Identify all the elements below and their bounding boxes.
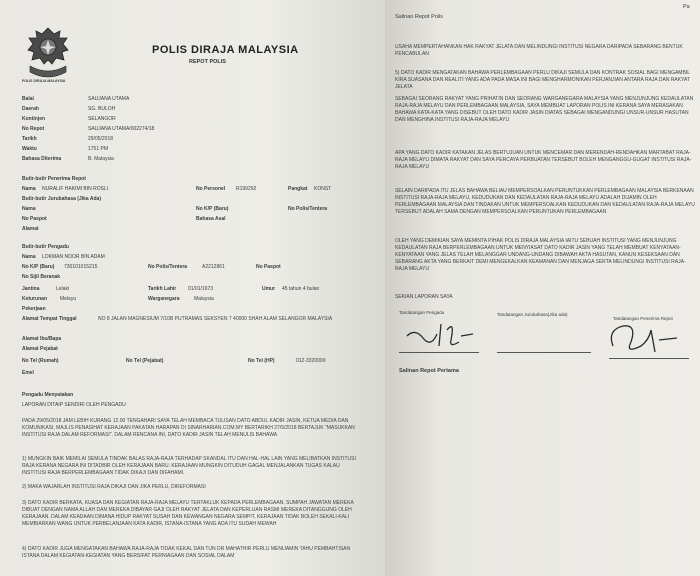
detail-value: 1751 PM [88, 146, 109, 152]
statement-closing: SEKIAN LAPORAN SAYA [395, 294, 453, 300]
field-label: No Paspot [22, 216, 47, 222]
field-value: NO 8 JALAN MAGNESIUM 7/10B PUTRAMAS SEKSYEN 7 40000 SHAH ALAM SELANGOR MALAYSIA [98, 316, 333, 322]
section-heading: Butir-butir Penerima Repot [22, 176, 86, 182]
field-label: Alamat Ibu/Bapa [22, 336, 62, 342]
field-label: No Polis/Tentera [148, 264, 188, 270]
field-label: No Polis/Tentera [288, 206, 328, 212]
field-value: NURALIF HAKIMI BIN ROSLI [42, 186, 109, 192]
field-value: R199292 [236, 186, 257, 192]
detail-value: SG. BULOH [88, 106, 116, 112]
statement-paragraph: APA YANG DATO KADIR KATAKAN JELAS BERTUJUAN UNTUK MENCEMAR DAN MERENDAH-RENDAHKAN MARTABAT RAJA-RAJA MELAYU DIMATA RAKYAT DAN SAYA PERCAYA PERBUATAN TERSEBUT BOLEH MENGANGGU-GUGAT INSTITUSI RAJA-RAJA MELAYU [395, 150, 692, 170]
field-label: No Paspot [256, 264, 281, 270]
field-label: Alamat Pejabat [22, 346, 58, 352]
footer-label: Salinan Repot Pertama [399, 368, 459, 374]
statement-paragraph: USAHA MEMPERTAHANKAN HAK RAKYAT JELATA DAN MELINDUNGI INSTITUSI NEGARA DARIPADA SEBARANG BENTUK PENCABULAN [395, 44, 683, 57]
signature-line [399, 352, 479, 353]
field-label: Emel [22, 370, 34, 376]
detail-value: SELANGOR [88, 116, 116, 122]
signature-label: Tandatangan Jurubahasa(Jika ada) [497, 312, 568, 317]
field-value: LOKMAN NOOR BIN ADAM [42, 254, 105, 260]
field-label: Tarikh Lahir [148, 286, 177, 292]
detail-value: B. Malaysia [88, 156, 114, 162]
field-label: No Tel (HP) [248, 358, 275, 364]
detail-label: Waktu [22, 146, 37, 152]
section-heading: Butir-butir Jurubahasa (Jika Ada) [22, 196, 101, 202]
section-heading: Butir-butir Pengadu [22, 244, 69, 250]
field-label: Alamat Tempat Tinggal [22, 316, 77, 322]
complainant-signature-icon [403, 316, 483, 352]
field-label: Nama [22, 206, 36, 212]
detail-label: Balai [22, 96, 34, 102]
field-value: 012-3320000 [296, 358, 326, 364]
detail-value: 29/05/2018 [88, 136, 114, 142]
statement-paragraph: 4) DATO KADIR JUGA MENGATAKAN BAHAWA RAJA-RAJA TIDAK KEKAL DAN TUN DR MAHATHIR PERLU MENIJAMIN TAHU PEMBAHTISAN ISTANA DALAM KEGIATAN-KEGIATAN YANG BERSIFAT PERNIAGAAN DAN SOSIAL DALAM [22, 546, 351, 559]
field-label: Nama [22, 186, 36, 192]
field-label: Pangkat [288, 186, 308, 192]
detail-label: No Repot [22, 126, 45, 132]
detail-label: Kontinjen [22, 116, 46, 122]
statement-intro: LAPORAN DITAIP SENDIRI OLEH PENGADU [22, 402, 126, 408]
field-value: Lelaki [56, 286, 70, 292]
field-label: No Tel (Rumah) [22, 358, 59, 364]
page-number: Pa [683, 4, 690, 10]
field-label: No Personel [196, 186, 226, 192]
field-label: Alamat [22, 226, 39, 232]
statement-paragraph: PADA 29/05/2018 JAM LEBIH KURANG 12.00 TENGAHARI SAYA TELAH MEMBACA TULISAN DATO ABDUL KADIR JASIN, KETUA MEDIA DAN KOMUNIKASI, MAJLIS PENASIHAT KERAJAAN PAKATAN HARAPAN DI SINARHARIAN.COM.MY BERTARIKH 27/5/2018 BERTAJUK "MASUKKAN INSTITUSI RAJA DALAM REFORMASI". DALAM RENCANA INI, DATO KADIR JASIN TELAH MENULIS BAHAWA [22, 418, 355, 438]
statement-paragraph: OLEH YANG DEMIKIAN SAYA MEMINTA PIHAK POLIS DIRAJA MALAYSIA IAITU SEBUAH INSTITUSI YANG MENJUNJUNG KEDAULATAN RAJA BERPERLEMBAGAAN UNTUK MENYIASAT DATO KADIR JASIN YANG TELAH MEMBUAT KENYATAAN-KENYATAAN YANG JELAS TELAH MELANGGAR UNDANG-UNDANG DIBAWAH AKTA HASUTAN, KANUN KESEKSAAN DAN SEBARANG AKTA YANG BERKAIT DEMI MENGEKALKAN KEAMANAN DAN MENJAGA SERTA MELINDUNGI INSTITUSI RAJA-RAJA MELAYU [395, 238, 686, 272]
statement-paragraph: 2) MAKA WAJARLAH INSTITUSI RAJA DIKAJI DAN JIKA PERLU, DIREFORMASI [22, 484, 206, 490]
field-value: 45 tahun 4 bulan [282, 286, 320, 292]
field-label: Jantina [22, 286, 40, 292]
detail-value: SAUJANA UTAMA [88, 96, 130, 102]
crest-motto: POLIS DIRAJA MALAYSIA [22, 79, 66, 83]
field-value: Melayu [60, 296, 77, 302]
field-label: No Tel (Pejabat) [126, 358, 164, 364]
field-label: Pekerjaan [22, 306, 46, 312]
field-value: Malaysia [194, 296, 214, 302]
pdrm-crest-icon [24, 26, 72, 84]
field-label: Umur [262, 286, 276, 292]
field-label: No K/P (Baru) [196, 206, 229, 212]
statement-paragraph: 1) MUNGKIN BAIK MEMILAI SEMULA TINDAK BALAS RAJA-RAJA TERHADAP SKANDAL ITU DAN HAL-HAL LAIN YANG MELIBATKAN INSTITUSI RAJA KERANA NEGARA INI DITADBIR OLEH KERAJAAN BARU. KERAJAAN MUNGKIN DITUDUH GAGAL MENJALANKAN TUGAS KALAU INSTITUSI RAJA BERPERLEMBAGAAN TIDAK DIKAJI DAN DIFAHAMI. [22, 456, 356, 476]
field-value: 730101015215 [64, 264, 98, 270]
field-label: Bahasa Asal [196, 216, 226, 222]
section-heading: Pengadu Menyatakan [22, 392, 74, 398]
signature-line [609, 358, 689, 359]
signature-label: Tandatangan Pengadu [399, 310, 445, 315]
report-page-2 [385, 0, 700, 576]
receiver-signature-icon [603, 316, 683, 358]
field-label: No K/P (Baru) [22, 264, 55, 270]
field-label: Nama [22, 254, 36, 260]
field-value: 01/01/1973 [188, 286, 214, 292]
field-label: No Sijil Beranak [22, 274, 61, 280]
signature-label: Tandatangan Penerima Repot [613, 316, 673, 321]
statement-paragraph: 5) DATO KADIR MENGATAKAN BAHAWA PERLEMBAGAAN PERLU DIKAJI SEMULA DAN KONTRAK SOSIAL BAGI MENGAMBIL KIRA SUASANA DAN REALITI YANG ADA PADA MASA INI BAGI MENGHARMONIKAN PERJANJIAN ANTARA RAJA DAN RAKYAT JELATA [395, 70, 690, 90]
field-label: Warganegara [148, 296, 180, 302]
field-label: Keturunan [22, 296, 47, 302]
page-header: Salinan Repot Polis [395, 14, 444, 20]
field-value: A2212861 [202, 264, 225, 270]
detail-value: SAUJANA UTAMA/002274/18 [88, 126, 155, 132]
detail-label: Daerah [22, 106, 39, 112]
signature-line [497, 352, 591, 353]
field-value: KONST [314, 186, 332, 192]
page-subtitle: REPOT POLIS [189, 59, 226, 65]
statement-paragraph: SELAIN DARIPADA ITU JELAS BAHAWA BELIAU MEMPERSOALKAN PERUNTUKKAN PERLEMBAGAAN MALAYSIA BERKENAAN INSTITUSI RAJA-RAJA MELAYU, KEDUDUKAN DAN KEDAULATAN RAJA-RAJA MELAYU ADALAH DIJAMIN OLEH PERLEMBAGAAN MALAYSIA DAN TINDAKAN UNTUK MEMPERSOALKAN KEDUDUKAN DAN KEDAULATAN RAJA-RAJA MELAYU TERSEBUT ADALAH SAMA DENGAN MEMPERSOALKAN PERUNTUKAN PERLEMBAGAAN [395, 188, 695, 215]
statement-paragraph: 3) DATO KADIR BERKATA, KUASA DAN KEGIATAN RAJA-RAJA MELAYU TERTAKLUK KEPADA PERLEMBAGAAN. SUMPAH JAWATAN MEREKA DIBUAT DENGAN NAMA ALLAH DAN MEREKA DIBAYAR GAJI OLEH RAKYAT JELATA DAN KEPERLUAN RASMI MEREKA DITANGGUNG OLEH KERAJAAN. DALAM KEADAAN DIMANA HIDUP RAKYAT SUSAH DAN KEWANGAN NEGARA SEMPIT, KERAJAAN TIDAK BOLEH SEKALI-KALI MEMBIARKAN WANG UNTUK PERBELANJAAN KATA KADIR, ISTANA-ISTANA YANG ADA ITU SUDAH MEWAH [22, 500, 354, 527]
page-title: POLIS DIRAJA MALAYSIA [152, 44, 299, 56]
detail-label: Tarikh [22, 136, 37, 142]
statement-paragraph: SEBAGAI SEORANG RAKYAT YANG PRIHATIN DAN SEORANG WARGANEGARA MALAYSIA YANG MENJUNJUNG KEDAULATAN RAJA-RAJA MELAYU DAN PERLEMBAGAAN MALAYSIA, SAYA MEMBUAT LAPORAN POLIS INI KERANA SAYA MERASAKAN BAHAWA KATA-KATA YANG DISEBUT OLEH DATO KADIR JASIN DIATAS SEBAGAI MENGANDUNGI UNSUR-UNSUR HASUTAN DAN MENGHINA INSTITUSI RAJA-RAJA MELAYU [395, 96, 694, 123]
detail-label: Bahasa Diterima [22, 156, 62, 162]
